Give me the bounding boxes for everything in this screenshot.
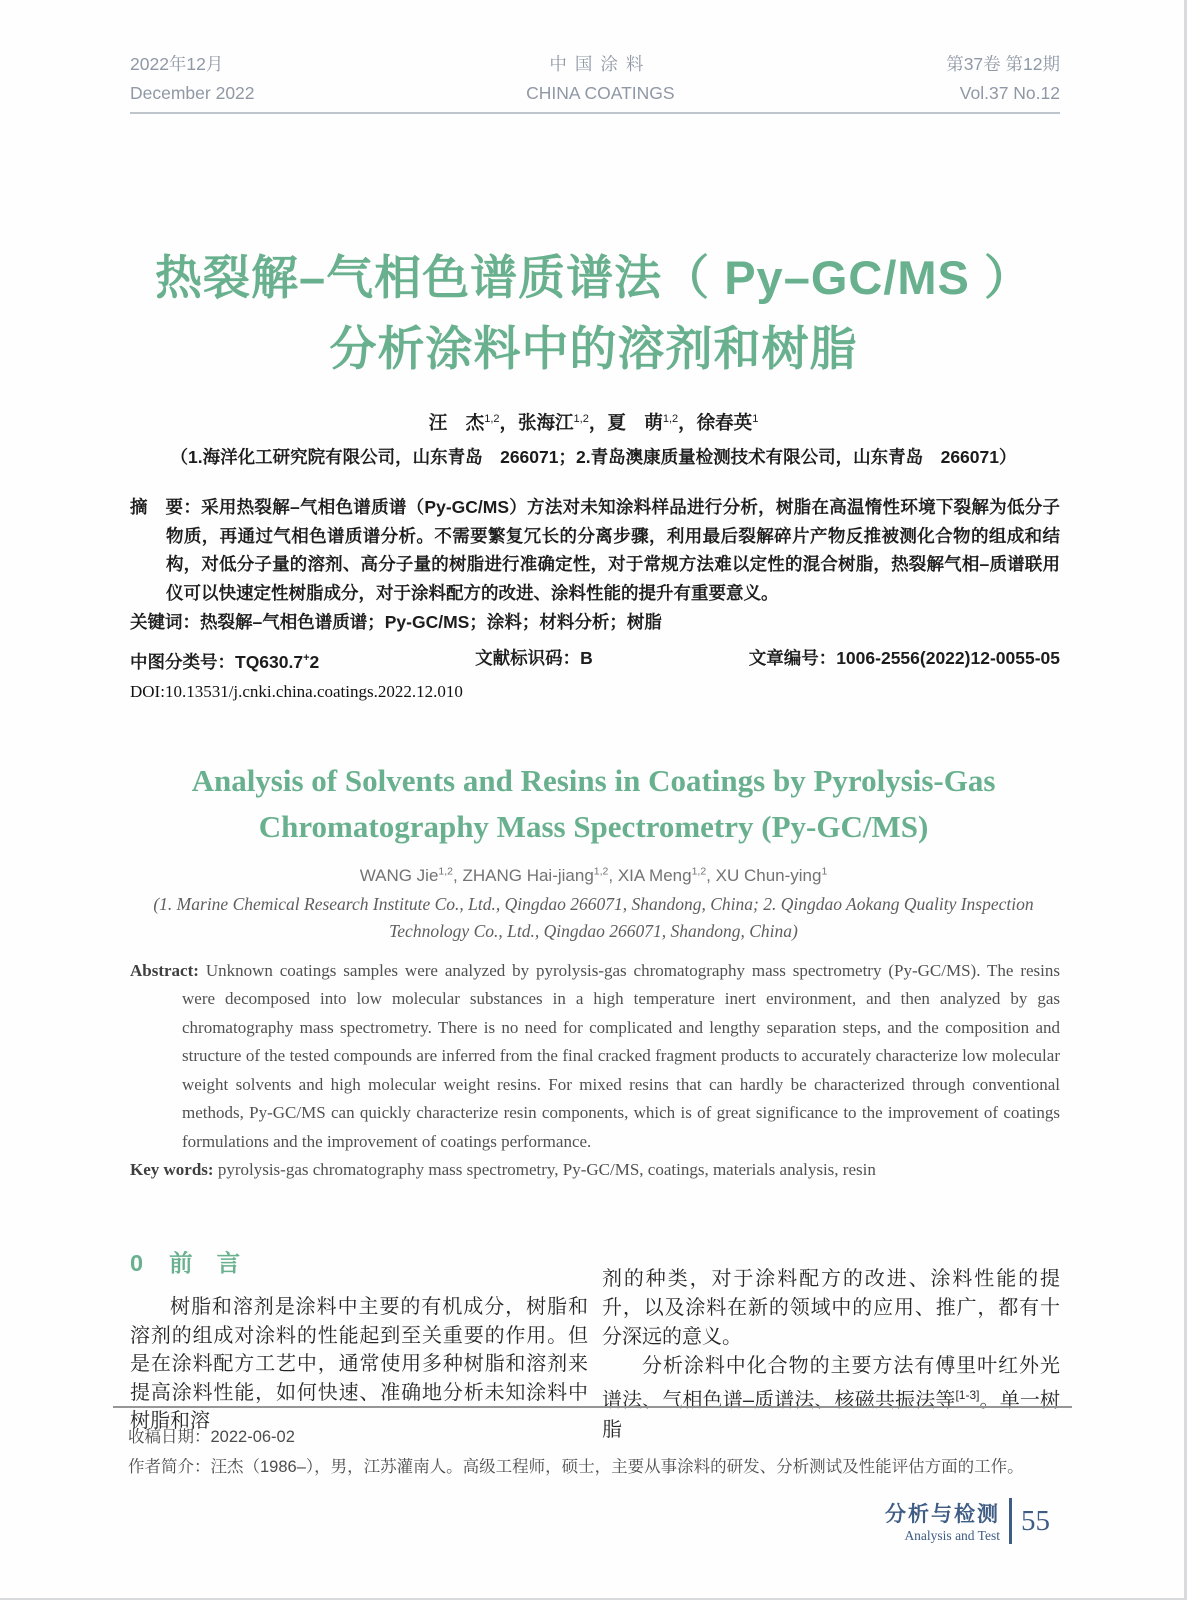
- article-title-en-line1: Analysis of Solvents and Resins in Coatings by Pyrolysis-Gas: [191, 763, 996, 799]
- article-title-cn-line1: 热裂解–气相色谱质谱法（ Py–GC/MS ）: [155, 251, 1032, 304]
- author-en: [360, 866, 463, 885]
- abstract-en: [130, 957, 1060, 1157]
- article-title-en-line2: Chromatography Mass Spectrometry (Py-GC/MS): [258, 809, 929, 845]
- author-name: 张海江: [518, 412, 574, 433]
- author-cn: [697, 412, 759, 433]
- author-name: 夏 萌: [607, 412, 663, 433]
- article-number: [749, 644, 1060, 676]
- authors-cn: [0, 409, 1187, 435]
- abstract-en-text: Unknown coatings samples were analyzed by pyrolysis-gas chromatography mass spectrometry (Py-GC/MS). The resins were decomposed into low molecular substances in a high temperature inert environment, and then analyzed by gas chromatography mass spectrometry. There is no need for complicated and lengthy separation steps, and the composition and structure of the tested compounds are inferred from the final cracked fragment products to accurately characterize low molecular weight solvents and high molecular weight resins. For mixed resins that can hardly be characterized through conventional methods, Py-GC/MS can quickly characterize resin components, which is of great significance to the improvement of coatings formulations and the improvement of coatings performance.: [182, 960, 1060, 1151]
- document-code-label: 文献标识码：: [475, 647, 581, 668]
- article-number-label: 文章编号：: [748, 647, 837, 668]
- author-bio: [128, 1452, 1072, 1482]
- clc-tail: 2: [309, 651, 320, 672]
- page-number: 55: [1021, 1504, 1050, 1537]
- header-issue-block: [946, 50, 1060, 108]
- author-superscript: 1,2: [484, 412, 500, 425]
- methods-paragraph-text: 分析涂料中化合物的主要方法有傅里叶红外光谱法、气相色谱–质谱法、核磁共振法等: [602, 1354, 1060, 1412]
- author-name: XIA Meng: [617, 865, 692, 885]
- abstract-cn-label: 摘 要：: [130, 497, 202, 517]
- author-name: XU Chun-ying: [715, 865, 822, 885]
- header-date-block: [130, 50, 255, 108]
- methods-paragraph-tail: 。单一树脂: [602, 1389, 1061, 1441]
- page-footer: [885, 1498, 1050, 1544]
- header-date-cn: 2022年12月: [130, 54, 224, 74]
- keywords-en-text: pyrolysis-gas chromatography mass spectrometry, Py-GC/MS, coatings, materials analysis, resin: [217, 1160, 876, 1180]
- author-en: [618, 866, 716, 885]
- abstract-cn-text: 采用热裂解–气相色谱质谱（Py-GC/MS）方法对未知涂料样品进行分析，树脂在高温惰性环境下裂解为低分子物质，再通过气相色谱质谱分析。不需要繁复冗长的分离步骤，利用最后裂解碎片产物反推被测化合物的组成和结构，对低分子量的溶剂、高分子量的树脂进行准确定性，对于常规方法难以定性的混合树脂，热裂解气相–质谱联用仪可以快速定性树脂成分，对于涂料配方的改进、涂料性能的提升有重要意义。: [166, 497, 1061, 603]
- doi: DOI:10.13531/j.cnki.china.coatings.2022.12.010: [130, 682, 463, 702]
- received-date: [128, 1422, 1072, 1452]
- keywords-en-label: Key words:: [130, 1160, 214, 1180]
- author-bio-label: 作者简介：: [128, 1458, 211, 1476]
- journal-header: [0, 0, 1187, 108]
- affiliation-en-line1: (1. Marine Chemical Research Institute Co., Ltd., Qingdao 266071, Shandong, China; 2. Qingdao Aokang Quality Inspection: [153, 893, 1034, 914]
- author-cn: [518, 412, 607, 433]
- authors-en: [0, 865, 1187, 886]
- author-superscript: 1,2: [593, 865, 609, 878]
- footer-column-cn: 分析与检测: [885, 1503, 1000, 1526]
- abstract-cn: [130, 493, 1060, 607]
- intro-paragraph: 树脂和溶剂是涂料中主要的有机成分，树脂和溶剂的组成对涂料的性能起到至关重要的作用。但是在涂料配方工艺中，通常使用多种树脂和溶剂来提高涂料性能，如何快速、准确地分析未知涂料中树脂和溶: [130, 1296, 588, 1433]
- footer-divider: [1009, 1498, 1012, 1544]
- cn-meta-block: [130, 493, 1060, 702]
- abstract-en-label: Abstract:: [130, 960, 199, 980]
- keywords-cn-label: 关键词：: [130, 612, 200, 632]
- author-superscript: 1: [821, 865, 828, 878]
- section-title: 前言: [169, 1249, 265, 1276]
- author-separator: ，: [588, 412, 608, 433]
- author-name: ZHANG Hai-jiang: [462, 865, 594, 885]
- header-journal-title-en: CHINA COATINGS: [526, 83, 675, 103]
- intro-paragraph-continued: 剂的种类，对于涂料配方的改进、涂料性能的提升，以及涂料在新的领域中的应用、推广，都有十分深远的意义。: [602, 1267, 1060, 1348]
- en-meta-block: [130, 957, 1060, 1185]
- author-name: 徐春英: [696, 412, 753, 433]
- author-superscript: 1: [752, 412, 759, 425]
- keywords-cn-text: 热裂解–气相色谱质谱；Py-GC/MS；涂料；材料分析；树脂: [200, 612, 662, 632]
- clc-label: 中图分类号：: [130, 651, 235, 672]
- affiliation-cn: （1.海洋化工研究院有限公司，山东青岛 266071；2.青岛澳康质量检测技术有限公司，山东青岛 266071）: [170, 447, 1017, 467]
- footer-column-block: [885, 1498, 1000, 1544]
- classification-row: [130, 644, 1060, 676]
- keywords-en: [130, 1156, 1060, 1185]
- author-superscript: 1,2: [691, 865, 707, 878]
- author-separator: ，: [499, 412, 519, 433]
- clc-number: [130, 644, 319, 676]
- section-number: 0: [130, 1249, 144, 1276]
- article-title-cn: [0, 242, 1187, 384]
- header-issue-en: Vol.37 No.12: [959, 83, 1060, 103]
- header-journal-title-cn: 中国涂料: [549, 54, 652, 74]
- article-number-value: 1006-2556(2022)12-0055-05: [836, 647, 1060, 668]
- author-en: [462, 866, 617, 885]
- author-separator: ,: [453, 865, 463, 885]
- author-superscript: 1,2: [438, 865, 454, 878]
- author-en: [716, 866, 828, 885]
- article-title-en: [0, 758, 1187, 850]
- author-separator: ,: [706, 865, 716, 885]
- header-date-en: December 2022: [130, 83, 255, 103]
- received-date-value: 2022-06-02: [210, 1428, 295, 1446]
- author-cn: [429, 412, 518, 433]
- affiliation-en-line2: Technology Co., Ltd., Qingdao 266071, Shandong, China): [389, 920, 798, 941]
- author-name: WANG Jie: [359, 865, 439, 885]
- header-journal-block: [526, 50, 674, 108]
- article-title-cn-line2: 分析涂料中的溶剂和树脂: [329, 322, 858, 375]
- clc-value: TQ630.7: [235, 651, 304, 672]
- received-date-label: 收稿日期：: [128, 1428, 211, 1446]
- author-bio-text: 汪杰（1986–），男，江苏灌南人。高级工程师，硕士，主要从事涂料的研发、分析测试及性能评估方面的工作。: [210, 1458, 1024, 1476]
- author-name: 汪 杰: [428, 412, 485, 433]
- affiliation-en: [0, 891, 1187, 945]
- author-cn: [607, 412, 696, 433]
- header-divider: [130, 112, 1060, 114]
- header-issue-cn: 第37卷 第12期: [946, 54, 1060, 74]
- author-superscript: 1,2: [573, 412, 589, 425]
- footer-column-en: Analysis and Test: [904, 1528, 1000, 1543]
- citation-superscript: [1-3]: [955, 1387, 980, 1402]
- footnote-block: [113, 1406, 1072, 1482]
- author-separator: ,: [608, 865, 618, 885]
- keywords-cn: [130, 608, 1060, 637]
- document-code: [475, 644, 593, 676]
- document-code-value: B: [580, 647, 593, 668]
- author-superscript: 1,2: [662, 412, 679, 425]
- section-heading: [130, 1249, 588, 1278]
- author-separator: ，: [678, 412, 697, 433]
- clc-superscript: +: [303, 651, 310, 664]
